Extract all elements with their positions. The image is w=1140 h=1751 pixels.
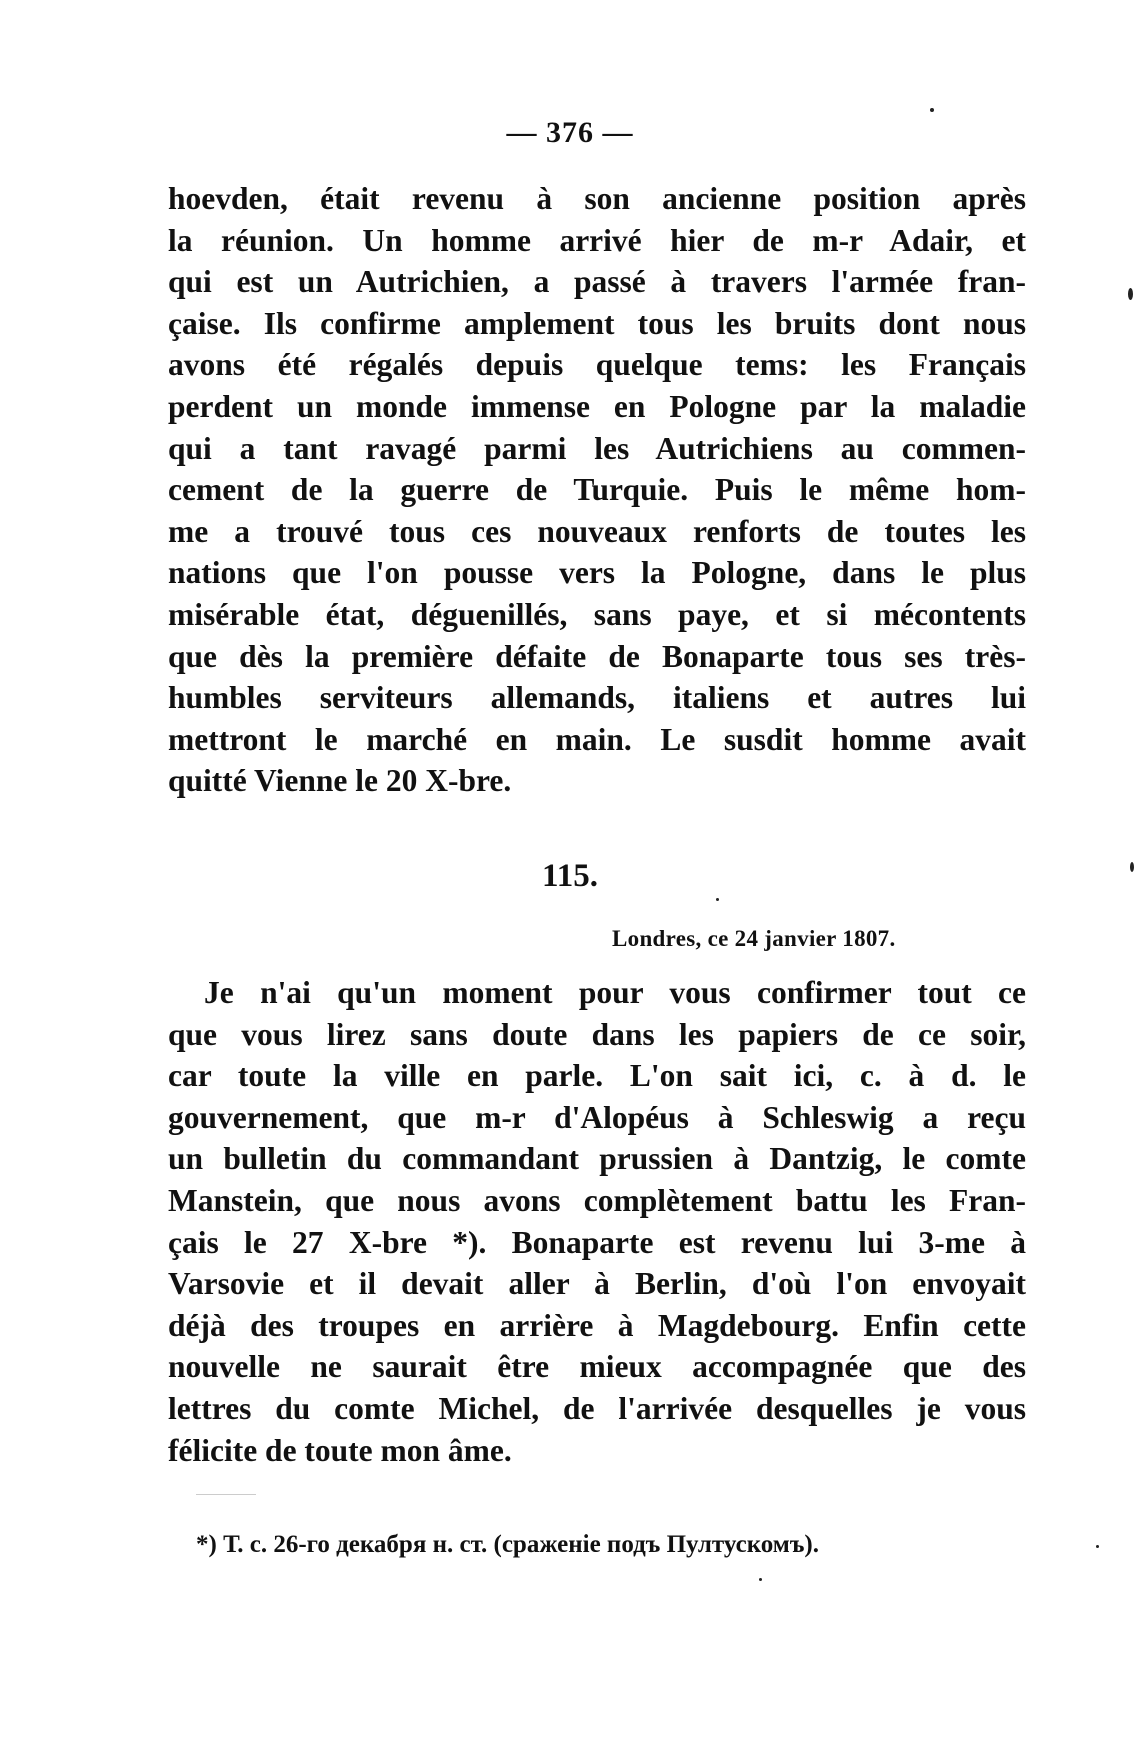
text-line: quitté Vienne le 20 X-bre. (168, 763, 512, 799)
footnote: *) Т. с. 26-го декабря н. ст. (сраженіе подъ Пултускомъ). (196, 1531, 819, 1558)
letter-dateline: Londres, ce 24 janvier 1807. (612, 926, 896, 951)
letter-body (168, 972, 1026, 1471)
text-line: çaise. Ils confirme amplement tous les bruits dont nous (168, 305, 1026, 341)
text-line: cement de la guerre de Turquie. Puis le même hom- (168, 472, 1026, 508)
text-line: mettront le marché en main. Le susdit homme avait (168, 721, 1026, 757)
text-line: Je n'ai qu'un moment pour vous confirmer tout ce (204, 975, 1026, 1010)
text-line: nations que l'on pousse vers la Pologne, dans le plus (168, 555, 1026, 591)
text-line: lettres du comte Michel, de l'arrivée desquelles je vous (168, 1390, 1026, 1426)
footnote-divider (196, 1494, 256, 1495)
scan-speck (1130, 862, 1134, 872)
text-line: hoevden, était revenu à son ancienne position après (168, 181, 1026, 216)
text-line: qui est un Autrichien, a passé à travers l'armée fran- (168, 264, 1026, 300)
paragraph-continuation (168, 178, 1026, 802)
scan-speck (759, 1578, 762, 1581)
text-line: que vous lirez sans doute dans les papiers de ce soir, (168, 1016, 1026, 1052)
text-line: perdent un monde immense en Pologne par la maladie (168, 388, 1026, 424)
scan-speck (716, 898, 719, 901)
text-line: avons été régalés depuis quelque tems: les Français (168, 347, 1026, 383)
text-line: nouvelle ne saurait être mieux accompagnée que des (168, 1349, 1026, 1385)
text-line: me a trouvé tous ces nouveaux renforts de toutes les (168, 513, 1026, 549)
text-line: Varsovie et il devait aller à Berlin, d'où l'on envoyait (168, 1266, 1026, 1302)
text-line: que dès la première défaite de Bonaparte tous ses très- (168, 638, 1026, 674)
letter-number: 115. (542, 858, 598, 894)
scan-speck (930, 108, 934, 112)
text-line: misérable état, déguenillés, sans paye, et si mécontents (168, 596, 1026, 632)
text-line: félicite de toute mon âme. (168, 1432, 512, 1468)
scan-speck (1128, 288, 1133, 300)
text-line: déjà des troupes en arrière à Magdebourg. Enfin cette (168, 1307, 1026, 1343)
text-line: gouvernement, que m-r d'Alopéus à Schleswig a reçu (168, 1099, 1026, 1135)
page-number: — 376 — (506, 116, 634, 149)
scan-speck (1096, 1545, 1099, 1548)
text-line: un bulletin du commandant prussien à Dantzig, le comte (168, 1141, 1026, 1177)
text-line: çais le 27 X-bre *). Bonaparte est revenu lui 3-me à (168, 1224, 1026, 1260)
text-line: humbles serviteurs allemands, italiens et autres lui (168, 680, 1026, 716)
text-line: la réunion. Un homme arrivé hier de m-r Adair, et (168, 222, 1026, 258)
text-line: Manstein, que nous avons complètement battu les Fran- (168, 1182, 1026, 1218)
text-line: qui a tant ravagé parmi les Autrichiens au commen- (168, 430, 1026, 466)
text-line: car toute la ville en parle. L'on sait ici, c. à d. le (168, 1058, 1026, 1094)
